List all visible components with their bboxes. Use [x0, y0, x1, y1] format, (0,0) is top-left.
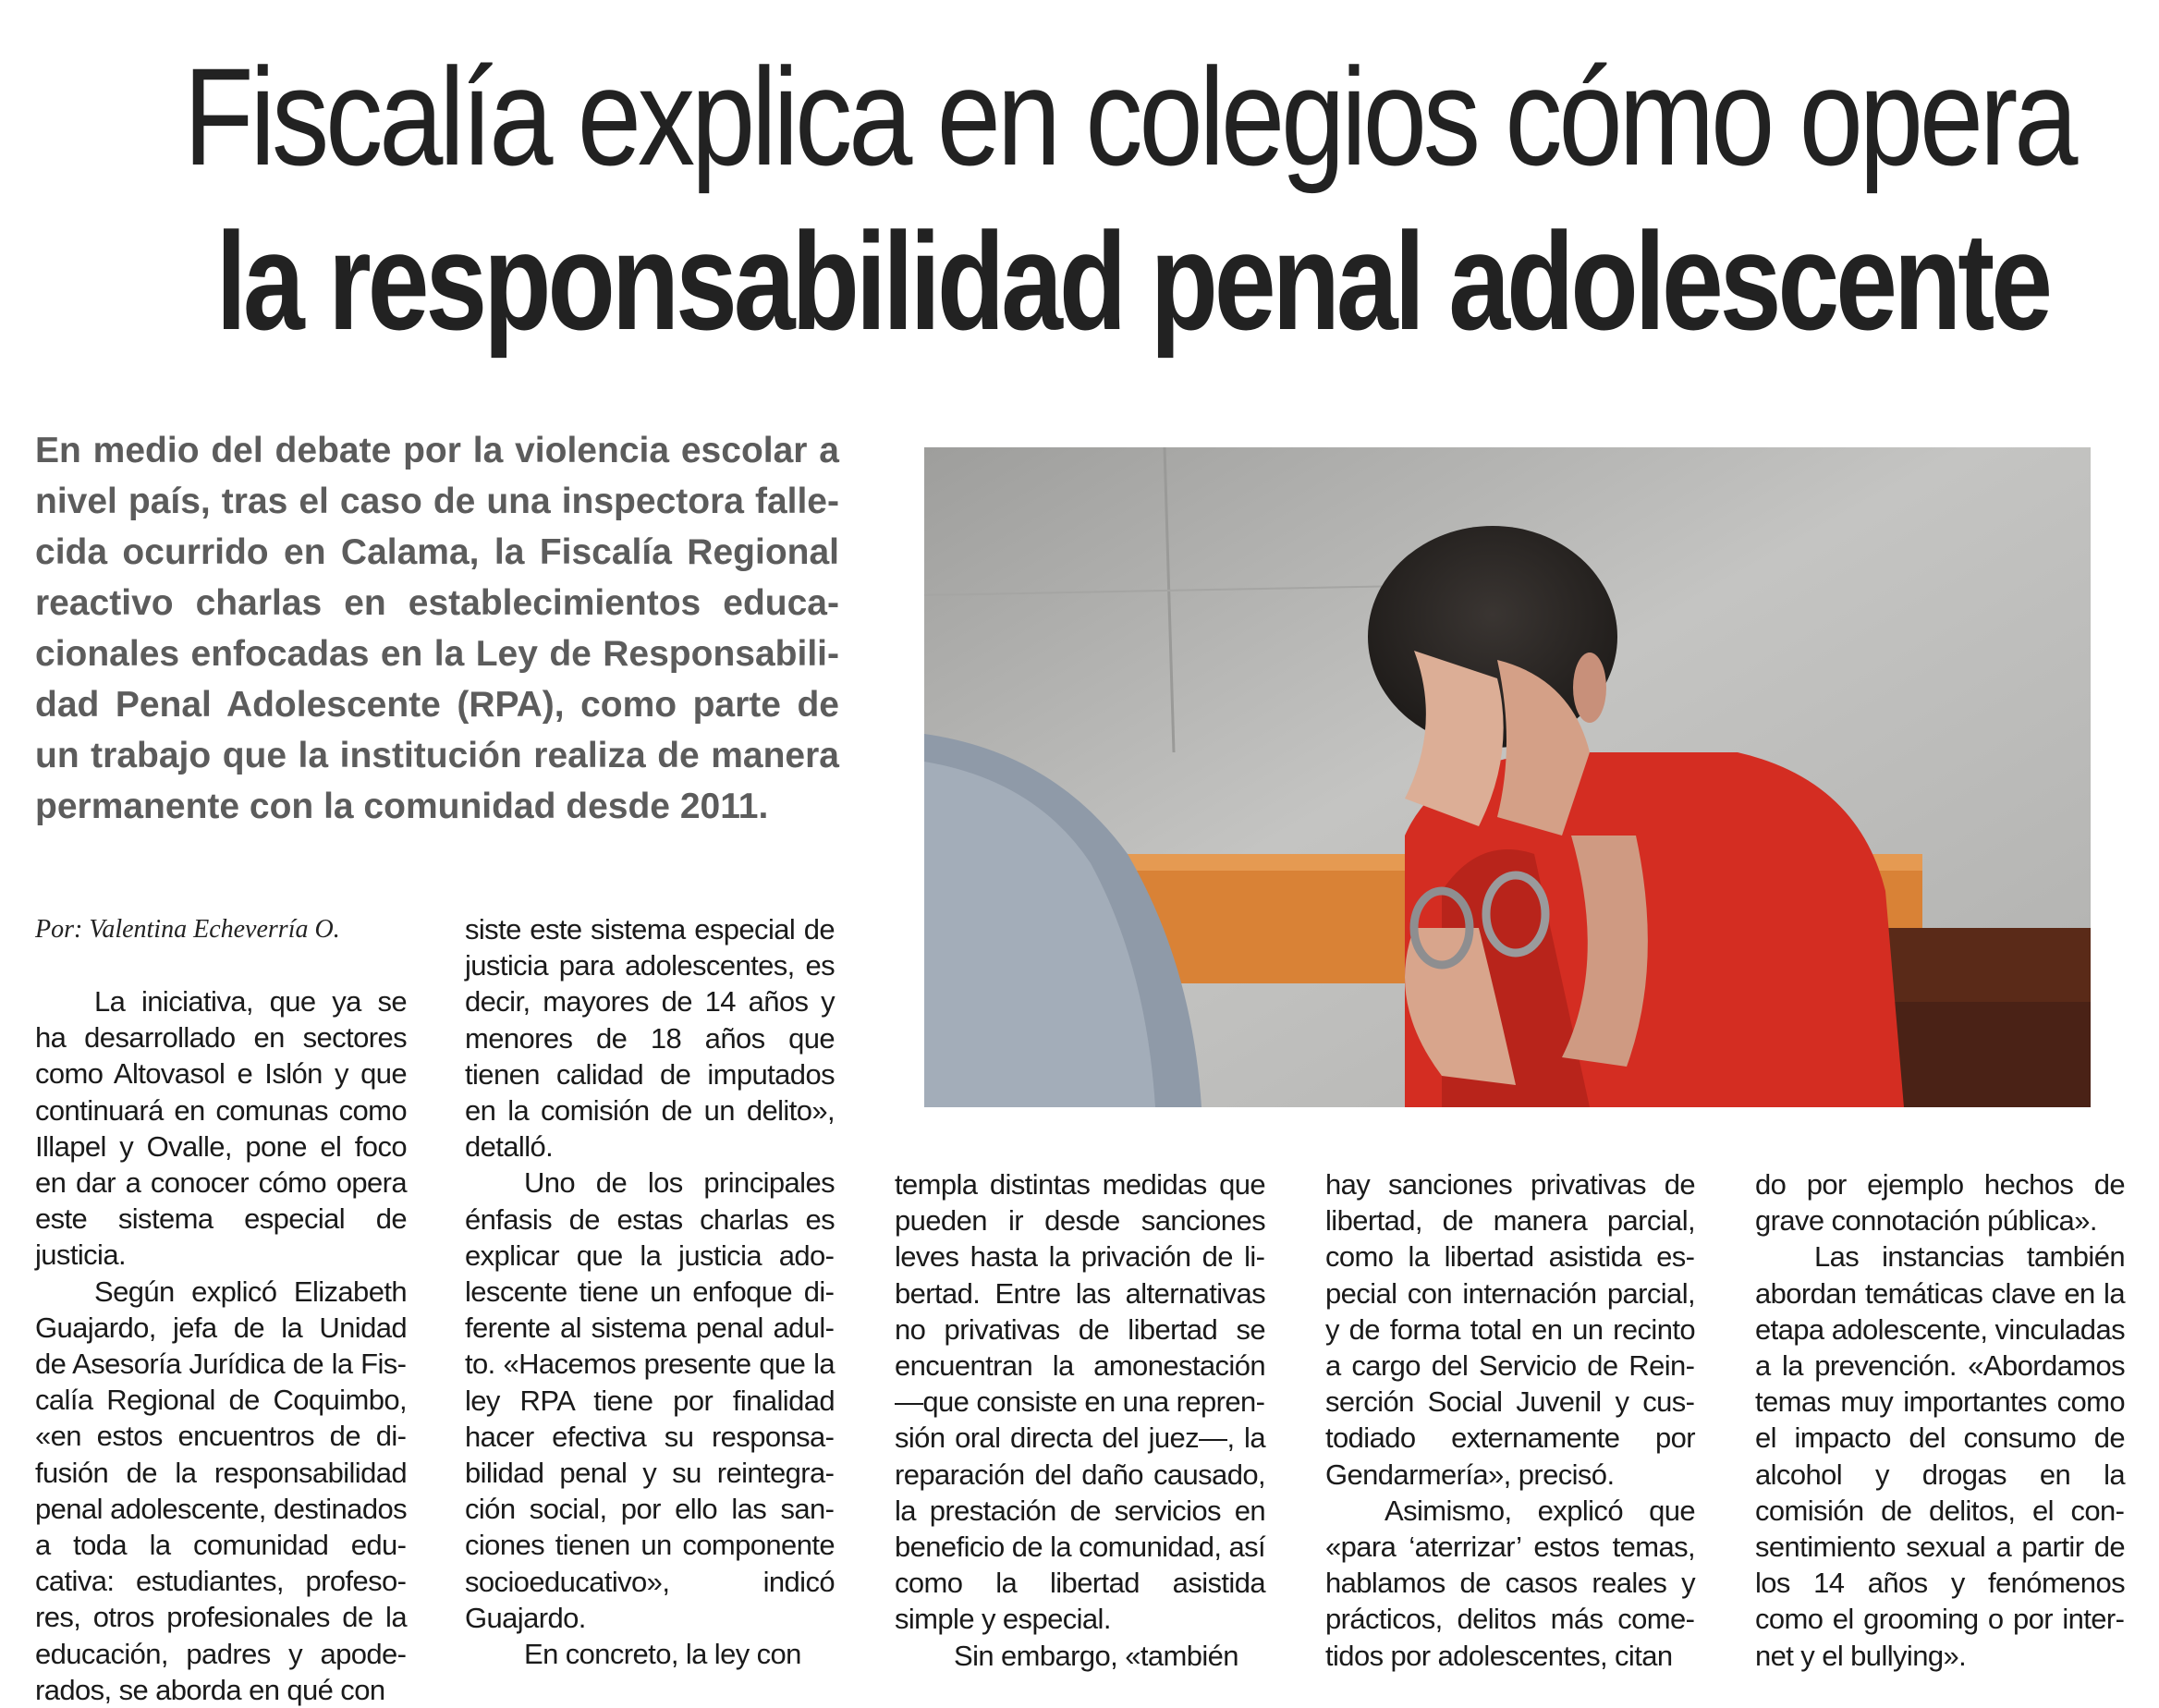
paragraph: do por ejemplo hechos de grave connotación pública». — [1755, 1168, 2125, 1238]
paragraph: Uno de los principales énfasis de estas charlas es explicar que la justicia adolescente tiene un enfoque diferente al sistema penal adulto. «Hacemos presente que la ley RPA tiene por finalidad hacer efectiva su responsabilidad penal y su reintegración social, por ello las sanciones tienen un componente socioeducativo», indicó Guajardo. — [465, 1166, 835, 1634]
paragraph: Asimismo, explicó que «para ‘aterrizar’ estos temas, hablamos de casos reales y prácticos, delitos más cometidos por adolescentes, citan — [1325, 1494, 1695, 1672]
paragraph: Las instancias también abordan temáticas clave en la etapa adolescente, vinculadas a la prevención. «Abordamos temas muy importantes como el impacto del consumo de alcohol y drogas en la comisión de delitos, el consentimiento sexual a partir de los 14 años y fenómenos como el grooming o por internet y el bullying». — [1755, 1240, 2125, 1672]
headline-line-2: la responsabilidad penal adolescente — [215, 203, 2049, 359]
paragraph: Según explicó Elizabeth Guajardo, jefa de la Unidad de Asesoría Jurídica de la Fiscalía Regional de Coquimbo, «en estos encuentros de difusión de la responsabilidad penal adolescente, destinados a toda la comunidad educativa: estudiantes, profesores, otros profesionales de la educación, padres y apoderados, se aborda en qué con — [35, 1275, 407, 1706]
byline: Por: Valentina Echeverría O. — [35, 915, 340, 944]
paragraph: hay sanciones privativas de libertad, de manera parcial, como la libertad asistida especial con internación parcial, y de forma total en un recinto a cargo del Servicio de Reinserción Social Juvenil y custodiado externamente por Gendarmería», precisó. — [1325, 1168, 1695, 1491]
paragraph: siste este sistema especial de justicia para adolescentes, es decir, mayores de 14 años y menores de 18 años que tienen calidad de imputados en la comisión de un delito», detalló. — [465, 913, 835, 1164]
headline-line-1: Fiscalía explica en colegios cómo opera — [183, 39, 2075, 194]
paragraph: templa distintas medidas que pueden ir desde sanciones leves hasta la privación de libertad. Entre las alternativas no privativas de libertad se encuentran la amonestación —que consiste en una reprensión oral directa del juez—, la reparación del daño causado, la prestación de servicios en beneficio de la comunidad, así como la libertad asistida simple y especial. — [895, 1168, 1265, 1636]
body-column-4 — [1325, 1166, 1695, 1674]
body-column-5 — [1755, 1166, 2125, 1674]
paragraph: Sin embargo, «también — [954, 1639, 1238, 1672]
paragraph: En concreto, la ley con — [524, 1638, 801, 1671]
photo-teen-covering-face — [924, 447, 2091, 1107]
article-photo — [924, 447, 2091, 1107]
lead-paragraph: En medio del debate por la violencia escolar a nivel país, tras el caso de una inspectora fallecida ocurrido en Calama, la Fiscalía Regional reactivo charlas en establecimientos educacionales enfocadas en la Ley de Responsabilidad Penal Adolescente (RPA), como parte de un trabajo que la institución realiza de manera permanente con la comunidad desde 2011. — [35, 431, 839, 826]
body-column-3 — [895, 1166, 1265, 1674]
body-column-1 — [35, 983, 407, 1708]
body-column-2 — [465, 911, 835, 1672]
paragraph: La iniciativa, que ya se ha desarrollado en sectores como Altovasol e Islón y que continuará en comunas como Illapel y Ovalle, pone el foco en dar a conocer cómo opera este sistema especial de justicia. — [35, 985, 407, 1272]
